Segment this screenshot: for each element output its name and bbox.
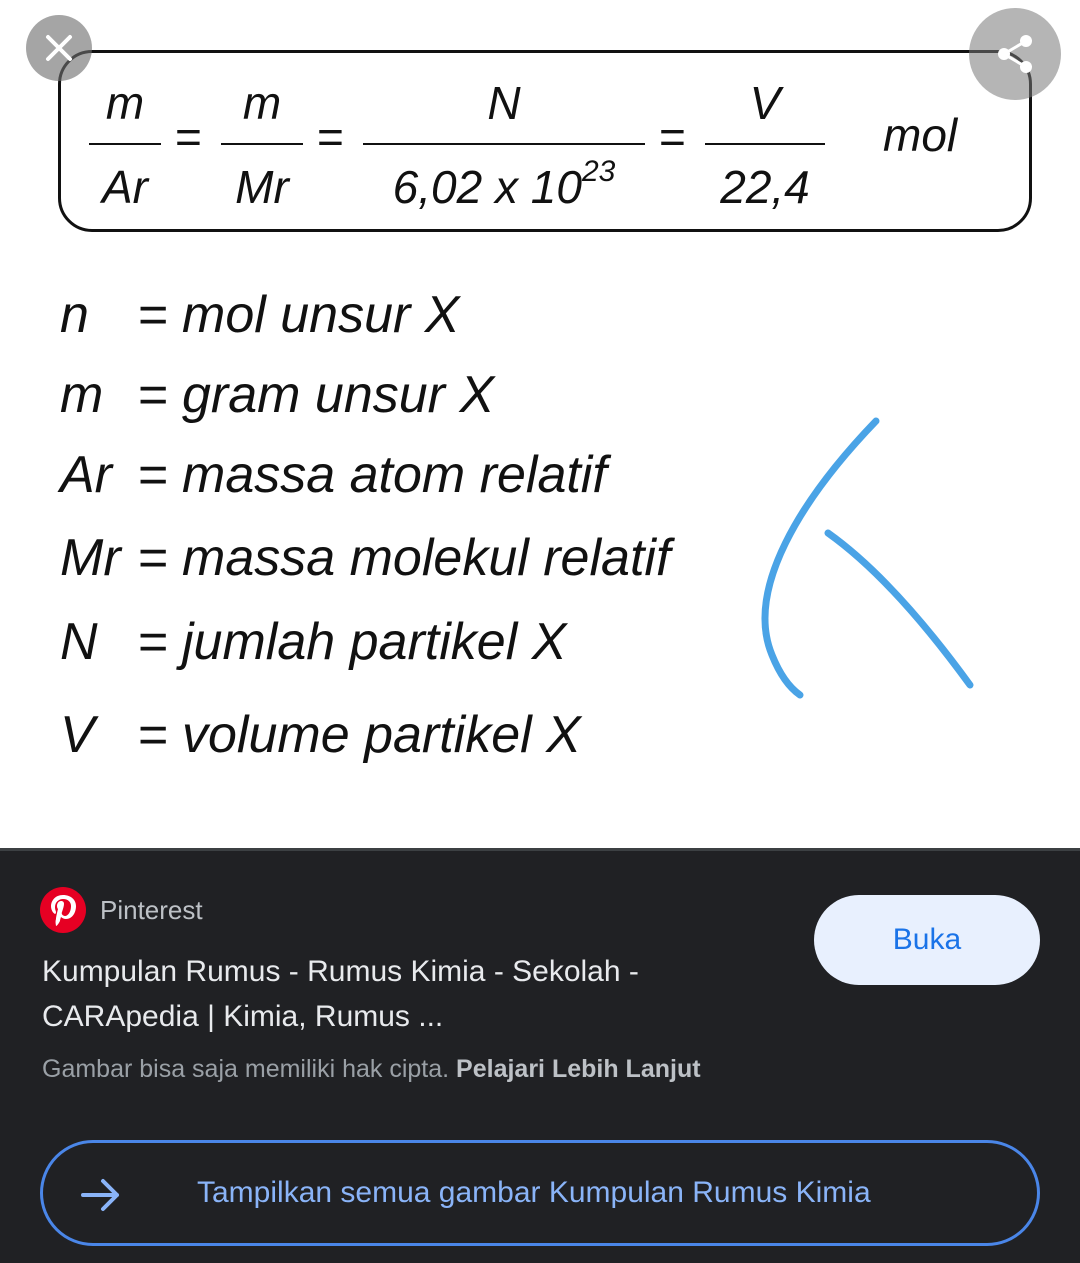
legend-row (60, 523, 670, 593)
show-all-images-label: Tampilkan semua gambar Kumpulan Rumus Kimia (197, 1176, 871, 1209)
legend-symbol: V (60, 706, 95, 764)
legend-text: gram unsur X (182, 366, 495, 424)
legend-text: jumlah partikel X (182, 613, 567, 671)
legend-row (60, 607, 566, 677)
fraction-numerator: V (749, 77, 781, 129)
fraction-v-molar-volume (705, 53, 825, 233)
fraction-denominator: Ar (102, 161, 148, 213)
result-title[interactable]: Kumpulan Rumus - Rumus Kimia - Sekolah - CARApedia | Kimia, Rumus ... (42, 955, 639, 1033)
legend-symbol: m (60, 366, 104, 424)
share-button[interactable] (969, 8, 1061, 100)
pinterest-p-glyph (48, 893, 78, 927)
legend-equals: = (138, 529, 169, 587)
fraction-numerator: m (242, 77, 282, 129)
fraction-m-mr (221, 53, 303, 233)
legend-text: mol unsur X (182, 286, 460, 344)
equals-sign: = (175, 111, 202, 163)
close-button[interactable] (26, 15, 92, 81)
fraction-bar (89, 143, 161, 145)
fraction-numerator: N (487, 77, 521, 129)
avogadro-exponent: 23 (581, 155, 616, 188)
fraction-bar (363, 143, 645, 145)
legend-row (60, 280, 459, 350)
legend-equals: = (138, 446, 169, 504)
avogadro-base: 6,02 x 10 (392, 161, 582, 213)
copyright-text: Gambar bisa saja memiliki hak cipta. (42, 1055, 450, 1083)
unit-mol: mol (883, 109, 958, 161)
fraction-denominator: Mr (235, 161, 289, 213)
arrow-right-icon (79, 1173, 123, 1217)
legend-row (60, 360, 494, 430)
fraction-bar (221, 143, 303, 145)
fraction-m-ar (89, 53, 161, 233)
legend-row (60, 440, 607, 510)
show-all-images-button[interactable] (40, 1140, 1040, 1246)
pinterest-logo-icon (40, 887, 86, 933)
legend-equals: = (138, 366, 169, 424)
legend-text: massa atom relatif (182, 446, 607, 504)
legend-symbol: Ar (60, 446, 112, 504)
image-details-panel (0, 848, 1080, 1263)
legend-symbol: Mr (60, 529, 121, 587)
source-name: Pinterest (100, 894, 203, 925)
open-button[interactable]: Buka (814, 895, 1040, 985)
fraction-denominator (363, 155, 645, 215)
legend-text: massa molekul relatif (182, 529, 671, 587)
legend-text: volume partikel X (182, 706, 581, 764)
source-row[interactable] (40, 887, 203, 933)
copyright-notice (42, 1055, 701, 1084)
legend-row (60, 700, 581, 770)
fraction-numerator: m (105, 77, 145, 129)
formula-box (58, 50, 1032, 232)
equals-sign: = (317, 111, 344, 163)
fraction-bar (705, 143, 825, 145)
legend-equals: = (138, 706, 169, 764)
learn-more-link[interactable]: Pelajari Lebih Lanjut (456, 1055, 701, 1083)
legend-symbol: N (60, 613, 98, 671)
legend-equals: = (138, 613, 169, 671)
legend-symbol: n (60, 286, 89, 344)
fraction-n-avogadro (363, 53, 645, 233)
equals-sign: = (659, 111, 686, 163)
fraction-denominator: 22,4 (720, 161, 810, 213)
legend-equals: = (138, 286, 169, 344)
close-icon (43, 32, 75, 64)
share-icon (993, 32, 1037, 76)
